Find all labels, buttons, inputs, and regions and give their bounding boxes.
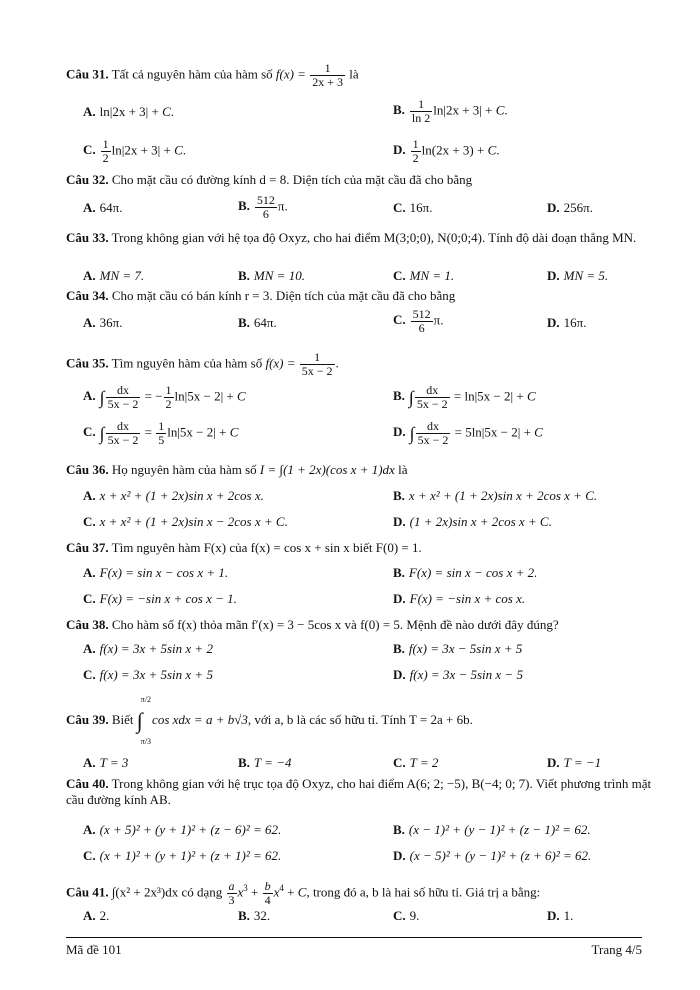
fraction: $\frac{1}{5x - 2}$ xyxy=(301,350,333,378)
option-b[interactable]: B. F(x) = sin x − cos x + 2. xyxy=(393,565,538,580)
question-pre: Biết xyxy=(111,712,134,727)
option-a[interactable]: A. (x + 5)² + (y + 1)² + (z − 6)² = 62. xyxy=(83,822,282,837)
question-label: Câu 37. xyxy=(66,540,109,555)
question-label: Câu 35. xyxy=(66,355,109,371)
option-c[interactable]: C. 16π. xyxy=(393,200,433,215)
option-a[interactable]: A. ∫ $\frac{dx}{5x - 2}$ = − $\frac{1}{2}$ ln|5x − 2| + C xyxy=(83,383,246,411)
option-d[interactable]: D. (1 + 2x)sin x + 2cos x + C. xyxy=(393,514,552,529)
question-text: , với a, b là các số hữu tỉ. Tính T = 2a + 6b. xyxy=(247,712,473,727)
option-b[interactable]: B. T = −4 xyxy=(238,755,292,770)
integrand: cos xdx = a + b√3 xyxy=(152,712,248,727)
option-c[interactable]: C. (x + 1)² + (y + 1)² + (z + 1)² = 62. xyxy=(83,848,282,863)
option-a[interactable]: A. MN = 7. xyxy=(83,268,145,283)
option-d[interactable]: D. (x − 5)² + (y − 1)² + (z + 6)² = 62. xyxy=(393,848,592,863)
question-label: Câu 40. xyxy=(66,776,109,791)
option-b[interactable]: B. 32. xyxy=(238,908,271,923)
question-text: Cho mặt cầu có bán kính r = 3. Diện tích của mặt cầu đã cho bằng xyxy=(111,288,456,303)
definite-integral: ∫ π/2 π/3 xyxy=(136,695,152,746)
question-text: Họ nguyên hàm của hàm số xyxy=(111,462,257,477)
question-label: Câu 33. xyxy=(66,230,109,245)
option-a[interactable]: A. F(x) = sin x − cos x + 1. xyxy=(83,565,229,580)
option-d[interactable]: D. F(x) = −sin x + cos x. xyxy=(393,591,526,606)
page-number: Trang 4/5 xyxy=(591,942,642,957)
fraction: $\frac{b}{4}$ xyxy=(264,879,271,907)
option-c[interactable]: C. 9. xyxy=(393,908,420,923)
question-label: Câu 36. xyxy=(66,462,109,477)
question-41: Câu 41. ∫(x² + 2x³)dx có dạng $\frac{a}{3}$ $x^3$ + $\frac{b}{4}$ $x^4 + C$, trong đó a, b là hai số hữu tỉ. Giá trị a bằng: xyxy=(66,879,541,907)
fraction: $\frac{1}{2x + 3}$ xyxy=(312,61,343,89)
question-text: Tìm nguyên hàm của hàm số xyxy=(111,355,263,371)
option-b[interactable]: B. 64π. xyxy=(238,315,277,330)
option-b[interactable]: B. x + x² + (1 + 2x)sin x + 2cos x + C. xyxy=(393,488,598,503)
option-d[interactable]: D. 16π. xyxy=(547,315,587,330)
fraction: $\frac{a}{3}$ xyxy=(228,879,235,907)
option-c[interactable]: C. $\frac{512}{6}$ π. xyxy=(393,307,444,335)
question-text: , trong đó a, b là hai số hữu tỉ. Giá trị a bằng: xyxy=(306,884,541,900)
math-expr: f(x) = xyxy=(275,66,306,82)
option-d[interactable]: D. $\frac{1}{2}$ ln(2x + 3) + C. xyxy=(393,137,500,165)
option-a[interactable]: A. ln|2x + 3| + C. xyxy=(83,104,175,119)
question-label: Câu 32. xyxy=(66,172,109,187)
option-d[interactable]: D. ∫ $\frac{dx}{5x - 2}$ = 5ln|5x − 2| + C xyxy=(393,419,543,447)
option-b[interactable]: B. ∫ $\frac{dx}{5x - 2}$ = ln|5x − 2| + C xyxy=(393,383,536,411)
option-d[interactable]: D. 1. xyxy=(547,908,574,923)
question-text: Trong không gian với hệ trục tọa độ Oxyz, cho hai điểm A(6; 2; −5), B(−4; 0; 7). Viết phương trình mặt cầu đường kính AB. xyxy=(66,776,652,807)
question-suffix: là xyxy=(398,462,408,477)
question-31 xyxy=(66,62,660,89)
question-40 xyxy=(66,776,660,808)
option-a[interactable]: A. 2. xyxy=(83,908,110,923)
question-label: Câu 38. xyxy=(66,617,109,632)
question-32 xyxy=(66,172,660,188)
option-d[interactable]: D. MN = 5. xyxy=(547,268,609,283)
option-a[interactable]: A. x + x² + (1 + 2x)sin x + 2cos x. xyxy=(83,488,264,503)
option-b[interactable]: B. $\frac{1}{\ln 2}$ ln|2x + 3| + C. xyxy=(393,97,508,125)
option-a[interactable]: A. 64π. xyxy=(83,200,123,215)
question-36 xyxy=(66,462,660,478)
option-c[interactable]: C. T = 2 xyxy=(393,755,439,770)
question-text: Tất cả nguyên hàm của hàm số xyxy=(111,66,273,82)
question-34 xyxy=(66,288,660,304)
question-pre: ∫(x² + 2x³)dx có dạng xyxy=(111,884,223,900)
question-38 xyxy=(66,617,660,633)
option-c[interactable]: C. ∫ $\frac{dx}{5x - 2}$ = $\frac{1}{5}$ ln|5x − 2| + C xyxy=(83,419,239,447)
exam-code: Mã đề 101 xyxy=(66,942,122,957)
footer-divider xyxy=(66,937,642,938)
option-d[interactable]: D. f(x) = 3x − 5sin x − 5 xyxy=(393,667,523,682)
question-label: Câu 41. xyxy=(66,884,109,900)
option-c[interactable]: C. MN = 1. xyxy=(393,268,455,283)
option-c[interactable]: C. $\frac{1}{2}$ ln|2x + 3| + C. xyxy=(83,137,187,165)
option-d[interactable]: D. T = −1 xyxy=(547,755,602,770)
question-label: Câu 39. xyxy=(66,712,109,727)
math-expr: I = ∫(1 + 2x)(cos x + 1)dx xyxy=(259,462,395,477)
option-b[interactable]: B. f(x) = 3x − 5sin x + 5 xyxy=(393,641,523,656)
question-39 xyxy=(66,695,660,746)
question-text: Trong không gian với hệ tọa độ Oxyz, cho hai điểm M(3;0;0), N(0;0;4). Tính độ dài đoạn thẳng MN. xyxy=(111,230,637,245)
option-b[interactable]: B. $\frac{512}{6}$ π. xyxy=(238,193,288,221)
question-label: Câu 34. xyxy=(66,288,109,303)
option-d[interactable]: D. 256π. xyxy=(547,200,593,215)
option-b[interactable]: B. MN = 10. xyxy=(238,268,305,283)
option-c[interactable]: C. x + x² + (1 + 2x)sin x − 2cos x + C. xyxy=(83,514,288,529)
question-text: Cho hàm số f(x) thỏa mãn f′(x) = 3 − 5cos x và f(0) = 5. Mệnh đề nào dưới đây đúng? xyxy=(111,617,559,632)
question-text: Cho mặt cầu có đường kính d = 8. Diện tích của mặt cầu đã cho bằng xyxy=(111,172,473,187)
question-37 xyxy=(66,540,660,556)
question-text: Tìm nguyên hàm F(x) của f(x) = cos x + sin x biết F(0) = 1. xyxy=(111,540,422,555)
question-suffix: là xyxy=(349,66,359,82)
question-35: Câu 35. Tìm nguyên hàm của hàm số f(x) = $\frac{1}{5x - 2}$ . xyxy=(66,350,339,378)
question-label: Câu 31. xyxy=(66,66,109,82)
option-a[interactable]: A. f(x) = 3x + 5sin x + 2 xyxy=(83,641,213,656)
option-a[interactable]: A. 36π. xyxy=(83,315,123,330)
question-33 xyxy=(66,230,660,246)
option-c[interactable]: C. f(x) = 3x + 5sin x + 5 xyxy=(83,667,213,682)
option-c[interactable]: C. F(x) = −sin x + cos x − 1. xyxy=(83,591,237,606)
option-b[interactable]: B. (x − 1)² + (y − 1)² + (z − 1)² = 62. xyxy=(393,822,591,837)
option-a[interactable]: A. T = 3 xyxy=(83,755,129,770)
